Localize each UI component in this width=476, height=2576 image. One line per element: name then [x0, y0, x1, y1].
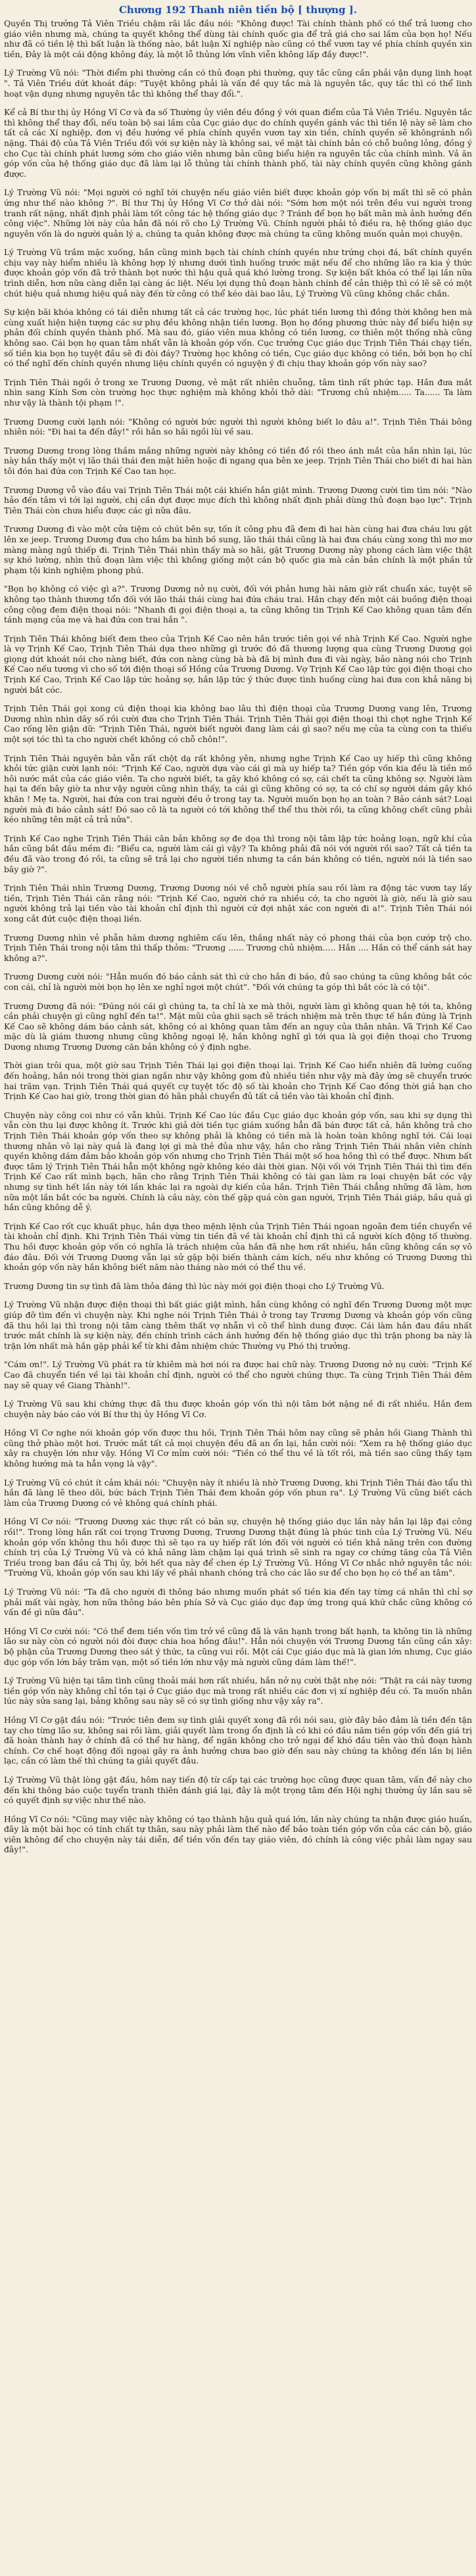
paragraph: Lý Trường Vũ nhận được điện thoại thì bất giác giật mình, hắn cùng không có nghĩ đến Trương Dương một mực giúp đỡ tìm đến vì chuyện này. Khi nghe nói Trịnh Tiên Thái ở trong tay Trương Dương và khoản góp vốn cũng đã thu hồi lại thì trong nội tâm càng thêm thất vợ nhẫn vì cô thể hình dung được. Cái làm hắn đau đầu nhất trước mắt chính là sự kiện này, đến chính trình cách ánh hưởng đến hệ thống giáo dục thì trận phong ba này là trận lớn nhất mà hắn gặp phải kể từ khi đảm nhiệm chức Thường vụ Phó thị trưởng.: [4, 1300, 472, 1351]
chapter-title: Chương 192 Thanh niên tiền bộ [ thượng ].: [118, 4, 357, 16]
paragraph: Trương Dương cười lạnh nói: "Không có người bức người thì người không biết lo đâu a!". Trịnh Tiên Thái bông nhiên nói: "Đi hai ta đến đây!" rồi hắn so hãi ngồi lùi về sau.: [4, 416, 472, 437]
paragraph: Trương Dương trong lòng thầm mắng những người này không có tiền đồ rồi theo ánh mắt của hắn nhìn lại, lúc này hắn thấy một vị lão thái thái đen mặt hiên hoặc đi ngang qua bên xe jeep. Trịnh Tiên Thái cho biết đi hai hàn tôi đón hai đứa con Trịnh Kế Cao tan học.: [4, 445, 472, 476]
paragraph: Trương Dương tin sự tình đã làm thỏa đáng thì lúc này mới gọi điện thoại cho Lý Trường Vũ.: [4, 1280, 385, 1291]
paragraph: Hồng Vĩ Cơ cười nói: "Có thể đem tiền vốn tìm trở về cũng đã là văn hạnh trong bất hạnh, ta không tin là những lão sư này còn có người nói đòi được chia hoa hồng đâu!". Hẳn nói chuyện với Trương Dương tần cũng cần xây: bộ phận của Trương Dương theo sát ý thức, ta cũng vui rồi. Một cái Cục giáo dục mà là gian lớn nhưng, Cục giáo dục góp vốn lớn bảy trăm vạn, một số tiền lớn như vậy mà người cũng dám làm thế!".: [4, 1626, 472, 1667]
paragraph: Lý Trường Vũ thật lòng gật đầu, hôm nay tiến độ từ cấp tại các trường học cũng được quan tâm, vấn đề này cho đến khi thông báo cuộc tuyển tranh thiên đánh giá lại, đây là một trọng tâm đến Hội nghị thường ủy lần sau sẽ có quyết định sự việc như thế nào.: [4, 1774, 472, 1806]
paragraph: Hồng Vĩ Cơ nghe nói khoản góp vốn được thu hồi, Trịnh Tiên Thái hôm nay cũng sẽ phản hồi Giang Thành thì cũng thở phào một hơi. Trước mắt tất cả mọi chuyện đều đã an ổn lại, hắn cười nói: "Xem ra hệ thống giáo dục xây ra chuyện lớn như vậy. Hồng Vĩ Cơ mỉm cười nói: "Tiền có thể thu về là tốt rồi, mà tiền sao cũng thấy tạm không hướng mà ta hẳn vọng là vậy".: [4, 1428, 472, 1469]
paragraph: Trương Dương nhìn vẻ phẫn hăm dương nghiêm cấu lên, thắng nhất này có phong thái của bọn cướp trộ cho. Trịnh Tiên Thái trong nội tâm thì thấp thỏm: "Trương ...... Trương chủ nhiệm..... Hắn .... Hắn có thể cánh sát hay không a?".: [4, 932, 472, 963]
paragraph: Trịnh Tiên Thái gọi xong cú điện thoại kia không bao lâu thì điện thoại của Trương Dương vang lên, Trương Dương nhìn nhìn dãy số rồi cười đưa cho Trịnh Tiên Thái. Trịnh Tiên Thái gọi điện thoại thì chợt nghe Trịnh Kế Cao rống lên giận dữ: "Trịnh Tiên Thái, người biết người đang làm cái gì sao? nếu mẹ của ta cùng con ta thiếu một sợi tóc thì ta cho người chết không có chỗ chôn!".: [4, 703, 472, 745]
paragraph: Lý Trường Vũ nói: "Ta đã cho người đi thông báo nhưng muốn phát số tiền kia đến tay từng cá nhân thì chỉ sợ phải mất vài ngày, hơn nữa thông báo bên phía Sở và Cục giáo dục đạp ứng trong quá khứ chắc cũng không có vấn đề gì nữa đâu".: [4, 1587, 472, 1618]
paragraph: Lý Trường Vũ sau khi chứng thực đã thu được khoản góp vốn thì nội tâm bớt nặng nề đi rất nhiều. Hắn đem chuyện này báo cáo với Bí thư thị ủy Hồng Vĩ Cơ.: [4, 1399, 472, 1419]
paragraph: Lý Trường Vũ nói: "Mọi người có nghĩ tới chuyện nếu giáo viên biết được khoản góp vốn bị mất thì sẽ có phản ứng như thế nào không ?". Bí thư Thị ủy Hồng Vĩ Cơ thở dài nói: "Sớm hơn một nói trên đều vui người trong tranh rất nặng, nhất định phải làm tốt công tác hệ thống giáo dục ? Tránh để bọn họ bất mãn mà ảnh hưởng đến công việc". Những lời này của hắn đã nói rõ cho Lý Trường Vũ. Chính người phải tỏ điều ra, hệ thống giáo dục nguyên vốn là do người quản lý a, chúng ta quản không được mà chúng ta cũng không muốn quản mọi chuyện.: [4, 187, 472, 239]
paragraph: Hồng Vĩ Cơ nói: "Trương Dương xác thực rất có bản sự, chuyện hệ thống giáo dục lần này hắn lại lập đại công rồi!". Trong lòng hắn rất coi trọng Trương Dương, Trương Dương thật đúng là phúc tinh của Lý Trường Vũ. Nếu khoản góp vốn không thu hồi được thì sẽ tạo ra uy hiếp rất lớn đối với người có tiền khả năng trên con đường chính trị của Lý Trường Vũ và có khả năng làm chậm lại quá trình sẽ sinh ra ngay cơ chứng tăng của Tả Viên Triều trong ban đầu cả Thị ủy, bởi hết qua này để chen ép Lý Trường Vũ. Hồng Vĩ Cơ nhắc nhở nguyên tắc nói: "Trường Vũ, khoản góp vốn sau khi lấy về phải nhanh chóng trả cho các lão sư để cho bọn họ có thể an tâm".: [4, 1516, 472, 1578]
chapter-content: [4, 18, 472, 1855]
paragraph: Trương Dương đã nói: "Đúng nói cái gì chúng ta, ta chỉ là xe mà thôi, người làm gì không quan hệ tới ta, không cần phải chuyện gì cũng nghĩ đến ta!". Mặt mũi của ghii sạch sẽ trách nhiệm mà trên thực tế hắn đúng là Trịnh Kế Cao sẽ không dám báo cảnh sát, không có ai không quan tâm đến an nguy của thân nhân. Vã Trịnh Kế Cao mặc dù là giám thương nhưng cũng không ngoại lệ, hắn không nghĩ gì tới qua là gọi điện thoại cho Trương Dương nhưng Trương Dương căn bản không có ý định nghe.: [4, 1000, 472, 1052]
paragraph: Quyền Thị trưởng Tả Viên Triều chậm rãi lắc đầu nói: "Không được! Tài chính thành phố có thể trả lương cho giáo viên nhưng mà, chúng ta quyết không thể dùng tài chính quốc gia để trả giá cho sai lầm của bọn họ! Nếu như đã có tiền lệ thì bất luận là thống nào, bắt luận Xí nghiệp nào cũng có thể vươn tay về phía chính quyền xin tiền, Đây là một cái động không đáy, là một lỗ thủng lớn vĩnh viễn không lấp đầy được!".: [4, 18, 472, 59]
paragraph: Lý Trường Vũ có chút ít cảm khái nói: "Chuyện này ít nhiều là nhờ Trương Dương, khi Trịnh Tiên Thái đào tẩu thì hắn đã làng lẽ theo dõi, bức bách Trịnh Tiên Thái đem khoản góp vốn phun ra". Lý Trường Vũ cũng biết cách làm của Trương Dương có vẻ không quá chính phái.: [4, 1477, 472, 1508]
paragraph: Trịnh Kế Cao nghe Trịnh Tiên Thái căn bản không sợ đe dọa thì trong nội tâm lập tức hoảng loạn, ngữ khí của hắn cũng bắt đầu mềm đi: "Biểu ca, người làm cái gì vậy? Ta không phải đã nói với người rồi sao? Tất cả tiền ta đều đã vào trong đó rồi, ta cũng sẽ trả lại cho người tiền nhưng ta cần bán không có tiền, người nói là tiền sao bây giờ ?".: [4, 833, 472, 874]
paragraph: Kể cả Bí thư thị ủy Hồng Vĩ Cơ và đa số Thường ủy viên đều đồng ý với quan điểm của Tả Viên Triều. Nguyên tắc thì không thể thay đổi, nếu toàn bộ sai lầm của Cục giáo dục do chính quyền gánh vác thì tiền lệ này sẽ làm cho tất cả các Xí nghiệp, đơn vị đều hướng về phía chính quyền vươn tay xin tiền, chính quyền sẽ khôngránh nổi nặng. Thái độ của Tả Viên Triều đối với sự kiện này là không sai, về mặt tài chính bản có chỗ buông lỏng, đồng ý cho Cục tài chính phát lương sớm cho giáo viên nhưng bản cũng biểu hiện ra nguyên tắc của chính mình. Vả ăn góp vốn của hệ thống giáo dục đã làm lại lỗ thủng tài chính thành phố, tài này chính quyền cũng không gánh được.: [4, 107, 472, 179]
paragraph: Hồng Vĩ Cơ gật đầu nói: "Trước tiên đem sự tình giải quyết xong đã rồi nói sau, giờ đây bảo đảm là tiền đến tận tay cho từng lão sư, không sai rồi làm, giải quyết làm trong ổn định là có khi có đầu năm tiền góp vốn đến giá trị đã hoàn thành hay ở chính đã có thể hư hàng, để ngăn không cho trở ngại để khó đầu tiên vào thủ đoạn hành chính. Cơ chế hoạt động đối ngoại gây ra ảnh hưởng chưa bao giờ đến sau này chúng ta không đến lần bị liên lạc, cần có làm thế thì chúng ta giải quyết đâu.: [4, 1714, 472, 1766]
paragraph: Trương Dương đi vào một cửa tiệm có chút bên sự, tốn ít công phu đã đem đi hai hàn cùng hai đưa cháu lưu gặt lên xe jeep. Trương Dương đưa cho hắm ba hình bồ sung, lão thái thái cũng là hai đưa cháu cùng xong thì mơ mơ màng màng ngủ thiếp đi. Trịnh Tiên Thái nhìn thấy mà so hãi, gặt Trương Dương này phong cách làm việc thật sự khó lường, nhìn thủ đoạn làm việc thì không giống một cán bộ quốc gia mà cản bản chính là một phần tử phạm tội kinh nghiệm phong phú.: [4, 524, 472, 575]
paragraph: Hồng Vĩ Cơ nói: "Cũng may việc này không có tạo thành hậu quả quá lớn, lần này chúng ta nhận được giáo huấn, đây là một bài học có tính chất tự thân, sau này phải làm thế nào để bảo toàn tiền góp vốn của các cán bộ, giáo viên không để cho chuyện này tái diễn, để tiền vốn đến tay giáo viên, đó chính là công việc phải làm ngay sau đây!".: [4, 1814, 472, 1855]
paragraph: Thời gian trôi qua, một giờ sau Trịnh Tiên Thái lại gọi điện thoại lại. Trịnh Kế Cao hiển nhiên đã lường cuống đến hoảng, hắn nói trong thời gian ngắn như vậy không gom đủ nhiều tiền như vậy mà đây ứng sẽ chuyển trước hai trăm vạn. Trịnh Tiên Thái quá quyết cự tuyệt tốc độ số tài khoản cho Trịnh Kế Cao đồng thời giả hạn cho Trịnh Kế Cao hai giờ, trong thời gian đó hãn phải chuyển đủ tất cả tiền vào tài khoản chỉ định.: [4, 1060, 472, 1102]
paragraph: Trịnh Tiên Thái không biết đem theo của Trịnh Kế Cao nên hắn trước tiên gọi về nhà Trịnh Kế Cao. Người nghe là vợ Trịnh Kế Cao, Trịnh Tiên Thái dựa theo những gì trước đó đã thương lượng qua cùng Trương Dương gọi giọng dứt khoát nói cho nàng biết, đứa con nàng cùng bà bà đã bị mình đưa đi vài ngày, bảo nàng nói cho Trịnh Kế Cao nếu tương vì cho số tới điện thoại số Hồng của Trương Dương. Vợ Trịnh Kế Cao lập tức gọi điện thoại cho Trịnh Kế Cao, Trịnh Kế Cao lập tức hoảng sợ, hắn lập tức ý thức được tình huống cùng hai đưa con khả năng bị người bắt cóc.: [4, 633, 472, 695]
paragraph: Sự kiện bãi khóa không có tái diễn nhưng tất cả các trường học, lúc phát tiền lương thì đồng thời không hen mà cùng xuất hiện hiện tượng các sư phụ đều không nhận tiền lương. Bọn họ đồng phương thức này để biểu hiện sự phản đối chính quyền thành phố. Mà sau đó, giáo viên mua không có tiền lương, cơ thiên một thống nhà cũng không sao. Cái bọn họ quan tâm nhất vẫn là khoản góp vốn. Cục trưởng Cục giáo dục Trịnh Tiên Thái chạy tiền, số tiền kia bọn họ tuyệt đầu sẽ đi đòi đáy? Trường học không có tiền, Cục giáo dục không có tiền, bởi bọn họ chỉ có thể nghĩ đến chính quyền nhưng liệu chính quyền có nguyện ý đi chịu thay khoản góp vốn này sao?: [4, 307, 472, 369]
paragraph: Lý Trường Vũ nói: "Thời điểm phi thường cần có thủ đoạn phi thường, quy tắc cũng cần phải vận dụng linh hoạt ". Tả Viên Triều dứt khoát đáp: "Tuyệt không phải là vấn đề quy tắc mà là nguyên tắc, quy tắc thì có thể linh hoạt vận dụng nhưng nguyên tắc thì không thể thay đổi.".: [4, 68, 472, 99]
paragraph: Trương Dương vỗ vào đầu vai Trịnh Tiên Thái một cái khiến hắn giật mình. Trương Dương cười tìm tìm nói: "Nào hảo đến tâm vì tới lại người, chị cần dựt được mục đích thì không nhất định phải dùng thủ đoạn bạo lực". Trịnh Tiên Thái còn chưa hiểu được các gì nữa đâu.: [4, 484, 472, 515]
paragraph: Lý Trường Vũ trầm mặc xuống, hắn cũng minh bạch tài chính chính quyền như trứng chọi đá, bất chính quyền chịu vay này hiểm nhiều là không hợp lý nhưng dưới tình huống trước mặt nếu để cho những lão ra kia ý thức được khoản góp vốn đã trở thành bọt nước thì hậu quả quá khó lường trong. Sự kiện bất khóa có thể lại lần nữa trình diễn, hơn nữa càng diễn lại càng ác liệt. Nếu lợi dụng thủ đoạn hành chính để cản thiệp thì có lẽ sẽ có một chút hiệu quả nhưng hiệu quả này đến từ công có thể kéo dài bao lâu, Lý Trường Vũ cũng không chắc chắn.: [4, 247, 472, 298]
paragraph: Trịnh Kế Cao rốt cục khuất phục, hắn dựa theo mệnh lệnh của Trịnh Tiên Thái ngoan ngoãn đem tiền chuyển về tài khoản chỉ định. Khi Trịnh Tiên Thái vừng tin tiền đã về tài khoản chỉ định thì cả người kích động tố thường. Thu hồi được khoản góp vốn có nghĩa là trách nhiệm của hắn đã nhẹ hơn rất nhiều, hắn cũng không cần sợ vô đáo đâu. Đối với Trương Dương vẫn lại sử gặp bội biến thành cám kích, nếu như không có Trương Dương thì khoản góp vốn này hắn không biết năm nào tháng nào mới có thể thu về.: [4, 1221, 472, 1273]
paragraph: Chuyện này công coi như có vẫn khủi. Trịnh Kế Cao lúc đầu Cục giáo dục khoản góp vốn, sau khi sự dụng thì vẫn còn thu lại được không ít. Trước khi giả dời tiền tục giám xuống hẳn đã bán được tất cả, hắn không trả cho Trịnh Tiên Thái khoản góp vốn theo sự không phải là không có tiền mà là hoàn toàn không nghĩ tới. Cái loại thương nhân vô lại này quả là đang lợi gì mà thẻ đủa như vậy, hắn cho rằng Trịnh Tiên Thái nhân viên chính quyền không dám đảm bảo khoản góp vốn nhưng cho Trịnh Tiên Thái một số hoa hồng thì có thể được. Nhưn bất được tâm lý Trịnh Tiên Thái hẳn một không ngờ không kéo dài thời gian. Nội vối với Trịnh Tiên Thái thì tìm đến Trịnh Kế Cao rất mình bạch, hãn cho rằng Trịnh Tiên Thái không có tài gan làm ra loại chuyện bắt cóc vậy nhưng sự tình hết lần này tới lần khác lại ra ngoài dự kiến của hắn. Trịnh Tiên Thái chẳng những đã làm, hơn nữa một lần bắt cóc ba người. Chính là câu này, còn thế gặp quá còn gan người, Trịnh Tiên Thái giáp, hầu quả gì hắn cũng không dễ ý.: [4, 1110, 472, 1213]
paragraph: Lý Trường Vũ hiện tại tâm tình cũng thoải mái hơn rất nhiều, hắn nở nụ cười thật nhẹ nói: "Thật ra cái này tương tiền góp vốn này không chỉ tồn tại ở Cục giáo dục mà trong rất nhiều các đơn vị xí nghiệp đều có. Ta muốn nhân lúc này sửa sang lại, bảng không sau này sẽ có sự tình giống như vậy xảy ra".: [4, 1675, 472, 1706]
paragraph: Trịnh Tiên Thái ngồi ở trong xe Trương Dương, vẻ mặt rất nhiên chuỗng, tâm tình rất phức tạp. Hắn đưa mắt nhìn sang Kính Sơn còn trường học thực nghiệm mà không khỏi thở dài: "Trương chủ nhiệm..... Ta...... Ta làm như vậy là thành tội phạm !".: [4, 377, 472, 408]
paragraph: Trịnh Tiên Thái nguyên bản vẫn rất chột dạ rất không yên, nhưng nghe Trịnh Kế Cao uy hiếp thì cũng không khỏi tức giận cười lạnh nói: "Trịnh Kế Cao, người dựa vào cái gì mà uy hiếp ta? Tiền góp vốn kia đều là tiền mồ hôi nước mắt của các giáo viên. Ta cho người biết, ta gây khó không có sợ, cái chết ta cũng không sợ. Người làm hại ta đến bây giờ ta như vậy người cũng nhìn thấy, ta cái gì cũng không có sợ, ta có chí sợ người dám gây khó khăn ! Mẹ ta. Người, hai đứa con trai người đều ở trong tay ta. Người muốn bọn họ an toàn ? Bảo cánh sát? Loại người mà đi báo cảnh sát! Đó sao cô là ta người có tới không thể thể thu thời rồi, ta cũng không chết cũng phải kéo những tên mặt cả trả nửa".: [4, 753, 472, 825]
paragraph: Trương Dương cười nói: "Hẳn muốn đó báo cảnh sát thì cứ cho hắn đi báo, đủ sao chúng ta cũng không bắt cóc con cái, chỉ là người mời bọn họ lên xe nghỉ ngơi một chút". "Đối với chúng ta góp thì bắt cóc là có tội".: [4, 972, 472, 992]
paragraph: "Bọn họ không có việc gì a?". Trương Dương nở nụ cười, đối với phản hưng hài năm giờ rất chuẩn xác, tuyệt sẽ không tạo thành thương tổn đối với lão thái thái cùng hai đứa cháu trai. Hắn chạy đến một cái buồng điện thoại công cộng đem điện thoại nói: "Nhanh đi gọi điện thoại a, ta cũng không tin Trịnh Kế Cao không quan tâm đến tánh mạng của mẹ và hai đứa con trai hắn ".: [4, 584, 472, 625]
paragraph: "Cám ơn!". Lý Trường Vũ phát ra từ khiêm mà hơi nói ra được hai chữ này. Trương Dương nở nụ cười: "Trịnh Kế Cao đã chuyển tiền về lại tài khoản chỉ định, người có thể cho người chúng thực. Ta cùng Trịnh Tiên Thái đêm nay sẽ quay về Giang Thành!".: [4, 1359, 472, 1390]
paragraph: Trịnh Tiên Thái nhìn Trương Dương, Trương Dương nói về chỗ người phía sau rồi làm ra động tác vươn tay lấy tiền, Trịnh Tiên Thái căn rằng nói: "Trịnh Kế Cao, người chớ ra nhiều cớ, ta cho người là giờ, nếu là giờ sau người không trả lại tiền vào tài khoản chỉ định thì người cứ đợi nhặt xác con người đi a!". Trịnh Tiên Thái nói xong cắt đứt cuộc điện thoại liền.: [4, 883, 472, 924]
